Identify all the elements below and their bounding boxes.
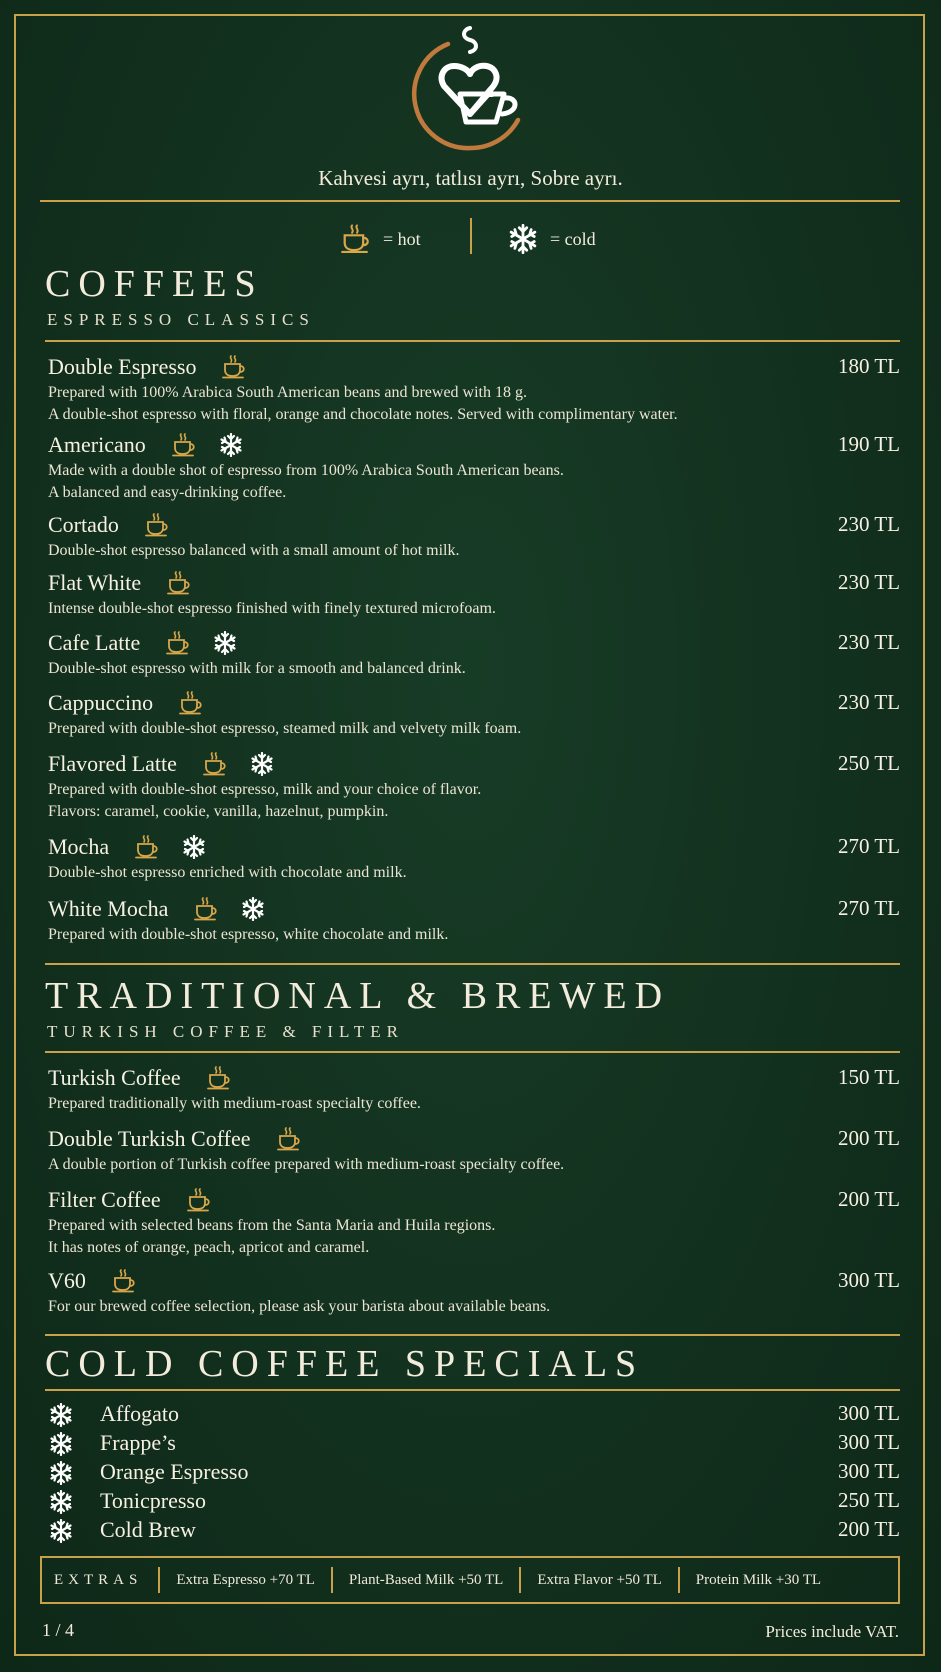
item-name: Cortado	[48, 512, 119, 537]
item-price: 300 TL	[837, 1459, 900, 1483]
item-description: Flavors: caramel, cookie, vanilla, hazelnut, pumpkin.	[48, 803, 389, 820]
item-price: 250 TL	[837, 751, 900, 775]
item-name: V60	[48, 1268, 86, 1293]
menu-item-tonicpresso	[48, 1488, 900, 1516]
tagline: Kahvesi ayrı, tatlısı ayrı, Sobre ayrı.	[318, 166, 623, 190]
legend-hot-label: = hot	[383, 228, 421, 249]
menu-item-double-espresso	[48, 352, 900, 426]
item-description: A balanced and easy-drinking coffee.	[48, 484, 287, 501]
extra-option: Extra Espresso +70 TL	[176, 1571, 315, 1588]
extra-option: Extra Flavor +50 TL	[537, 1571, 662, 1588]
menu-item-cold-brew	[48, 1517, 900, 1545]
snowflake-icon	[48, 1461, 74, 1485]
item-name: Filter Coffee	[48, 1187, 161, 1212]
item-price: 230 TL	[837, 512, 900, 536]
coffee-cup-icon	[145, 513, 171, 537]
coffee-cup-icon	[207, 1066, 233, 1090]
item-description: Prepared with 100% Arabica South American beans and brewed with 18 g.	[48, 384, 527, 401]
item-price: 230 TL	[837, 690, 900, 714]
item-price: 270 TL	[837, 896, 900, 920]
item-description: Prepared traditionally with medium-roast specialty coffee.	[48, 1095, 421, 1112]
section-subtitle-coffees: ESPRESSO CLASSICS	[47, 310, 315, 329]
section-title-traditional: TRADITIONAL & BREWED	[45, 975, 671, 1017]
legend	[0, 218, 941, 258]
menu-item-v60	[48, 1266, 900, 1318]
item-price: 300 TL	[837, 1268, 900, 1292]
heart-cup-logo	[408, 24, 534, 154]
item-description: Double-shot espresso enriched with chocolate and milk.	[48, 864, 407, 881]
item-description: Double-shot espresso with milk for a smooth and balanced drink.	[48, 660, 466, 677]
menu-item-americano	[48, 430, 900, 504]
item-description: It has notes of orange, peach, apricot and caramel.	[48, 1239, 370, 1256]
section-title-coffees: COFFEES	[45, 263, 264, 305]
legend-hot	[341, 224, 421, 254]
menu-item-frappes	[48, 1430, 900, 1458]
item-description: Prepared with selected beans from the Santa Maria and Huila regions.	[48, 1217, 496, 1234]
coffee-cup-icon	[341, 224, 373, 254]
snowflake-icon	[48, 1519, 74, 1543]
extra-option: Protein Milk +30 TL	[695, 1571, 822, 1588]
coffees-divider	[45, 340, 900, 342]
coffee-cup-icon	[203, 752, 229, 776]
item-name: Affogato	[100, 1401, 180, 1426]
item-price: 200 TL	[837, 1517, 900, 1541]
snowflake-icon	[218, 433, 244, 457]
item-price: 190 TL	[837, 432, 900, 456]
item-name: Orange Espresso	[100, 1459, 249, 1484]
coffee-cup-icon	[194, 897, 220, 921]
snowflake-icon	[240, 897, 266, 921]
item-price: 300 TL	[837, 1430, 900, 1454]
section-title-cold: COLD COFFEE SPECIALS	[45, 1343, 645, 1385]
snowflake-icon	[48, 1490, 74, 1514]
item-price: 180 TL	[837, 354, 900, 378]
snowflake-icon	[508, 224, 538, 254]
coffee-cup-icon	[135, 835, 161, 859]
item-name: Double Turkish Coffee	[48, 1126, 251, 1151]
section-divider	[45, 963, 900, 965]
item-name: Flat White	[48, 570, 142, 595]
menu-item-white-mocha	[48, 894, 900, 946]
menu-item-filter-coffee	[48, 1185, 900, 1259]
snowflake-icon	[48, 1403, 74, 1427]
cold-divider	[45, 1389, 900, 1391]
extra-option: Plant-Based Milk +50 TL	[348, 1571, 504, 1588]
item-price: 200 TL	[837, 1126, 900, 1150]
item-name: Cold Brew	[100, 1517, 196, 1542]
item-price: 300 TL	[837, 1401, 900, 1425]
item-name: White Mocha	[48, 896, 169, 921]
item-name: Double Espresso	[48, 354, 197, 379]
section-subtitle-traditional: TURKISH COFFEE & FILTER	[47, 1022, 404, 1041]
item-price: 250 TL	[837, 1488, 900, 1512]
legend-cold-label: = cold	[550, 228, 596, 249]
menu-item-flat-white	[48, 568, 900, 620]
item-price: 230 TL	[837, 570, 900, 594]
item-description: Intense double-shot espresso finished with finely textured microfoam.	[48, 600, 496, 617]
menu-item-flavored-latte	[48, 749, 900, 823]
item-description: A double portion of Turkish coffee prepared with medium-roast specialty coffee.	[48, 1156, 565, 1173]
item-name: Turkish Coffee	[48, 1065, 181, 1090]
item-description: Double-shot espresso balanced with a small amount of hot milk.	[48, 542, 460, 559]
menu-item-cafe-latte	[48, 628, 900, 680]
menu-item-double-turkish-coffee	[48, 1124, 900, 1176]
snowflake-icon	[181, 835, 207, 859]
snowflake-icon	[212, 631, 238, 655]
menu-item-cortado	[48, 510, 900, 562]
snowflake-icon	[249, 752, 275, 776]
item-name: Cafe Latte	[48, 630, 141, 655]
menu-item-cappuccino	[48, 688, 900, 740]
section-divider	[45, 1334, 900, 1336]
item-price: 150 TL	[837, 1065, 900, 1089]
coffee-cup-icon	[187, 1188, 213, 1212]
item-description: Prepared with double-shot espresso, milk and your choice of flavor.	[48, 781, 482, 798]
legend-divider	[470, 218, 472, 254]
traditional-divider	[45, 1051, 900, 1053]
item-name: Cappuccino	[48, 690, 154, 715]
item-name: Americano	[48, 432, 146, 457]
menu-item-affogato	[48, 1401, 900, 1429]
coffee-cup-icon	[179, 691, 205, 715]
item-price: 200 TL	[837, 1187, 900, 1211]
extras-label: EXTRAS	[54, 1571, 143, 1588]
item-description: A double-shot espresso with floral, orange and chocolate notes. Served with complimentary water.	[48, 406, 678, 423]
menu-item-turkish-coffee	[48, 1063, 900, 1115]
legend-cold	[508, 224, 596, 254]
item-name: Mocha	[48, 834, 110, 859]
coffee-cup-icon	[112, 1269, 138, 1293]
coffee-cup-icon	[167, 571, 193, 595]
vat-note: Prices include VAT.	[765, 1622, 899, 1641]
item-description: Prepared with double-shot espresso, white chocolate and milk.	[48, 926, 449, 943]
coffee-cup-icon	[166, 631, 192, 655]
item-description: For our brewed coffee selection, please ask your barista about available beans.	[48, 1298, 551, 1315]
menu-item-orange-espresso	[48, 1459, 900, 1487]
item-price: 270 TL	[837, 834, 900, 858]
page-number: 1 / 4	[42, 1620, 75, 1640]
item-description: Made with a double shot of espresso from 100% Arabica South American beans.	[48, 462, 564, 479]
item-price: 230 TL	[837, 630, 900, 654]
item-name: Frappe’s	[100, 1430, 176, 1455]
coffee-cup-icon	[222, 355, 248, 379]
item-name: Flavored Latte	[48, 751, 177, 776]
extras-bar	[40, 1556, 900, 1604]
snowflake-icon	[48, 1432, 74, 1456]
item-name: Tonicpresso	[100, 1488, 206, 1513]
coffee-cup-icon	[277, 1127, 303, 1151]
coffee-cup-icon	[172, 433, 198, 457]
item-description: Prepared with double-shot espresso, steamed milk and velvety milk foam.	[48, 720, 522, 737]
header-divider	[40, 200, 900, 202]
menu-item-mocha	[48, 832, 900, 884]
